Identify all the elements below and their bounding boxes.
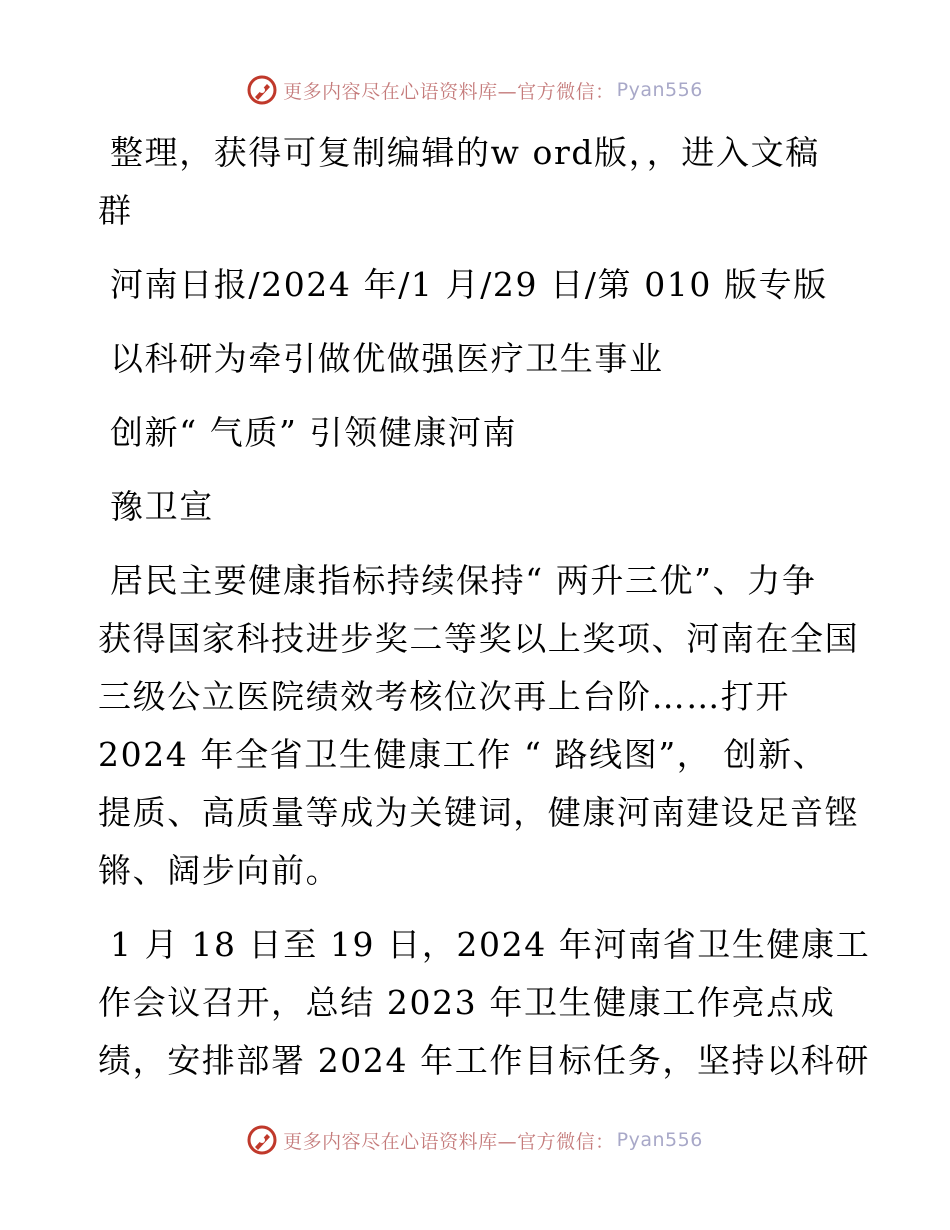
text-line: 三级公立医院绩效考核位次再上台阶……打开 — [98, 677, 790, 716]
text-line: 2024 年全省卫生健康工作 “ 路线图”， 创新、 — [98, 735, 828, 774]
text-line: 群 — [98, 191, 133, 230]
pen-logo-icon — [247, 1125, 277, 1155]
text-line: 以科研为牵引做优做强医疗卫生事业 — [110, 339, 664, 378]
footer-watermark — [0, 1120, 950, 1160]
text-line: 河南日报/2024 年/1 月/29 日/第 010 版专版 — [110, 265, 828, 304]
watermark-id: Pyan556 — [616, 1129, 703, 1151]
text-line: 锵、阔步向前。 — [98, 851, 341, 890]
watermark-id: Pyan556 — [616, 79, 703, 101]
text-line: 作会议召开，总结 2023 年卫生健康工作亮点成 — [98, 983, 836, 1022]
text-line: 绩，安排部署 2024 年工作目标任务，坚持以科研 — [98, 1041, 870, 1080]
document-body — [98, 124, 871, 1090]
text-line: 创新“ 气质” 引领健康河南 — [110, 413, 518, 452]
text-line: 1 月 18 日至 19 日，2024 年河南省卫生健康工 — [110, 925, 871, 964]
text-line: 提质、高质量等成为关键词，健康河南建设足音铿 — [98, 793, 860, 832]
text-line: 获得国家科技进步奖二等奖以上奖项、河南在全国 — [98, 619, 860, 658]
text-line: 豫卫宣 — [110, 487, 214, 526]
pen-logo-icon — [247, 75, 277, 105]
text-line: 整理，获得可复制编辑的w ord版，，进入文稿 — [110, 133, 820, 172]
text-line: 居民主要健康指标持续保持“ 两升三优”、力争 — [110, 561, 817, 600]
header-watermark — [0, 70, 950, 110]
watermark-text: 更多内容尽在心语资料库—官方微信： — [283, 1130, 615, 1153]
watermark-text: 更多内容尽在心语资料库—官方微信： — [283, 80, 615, 103]
